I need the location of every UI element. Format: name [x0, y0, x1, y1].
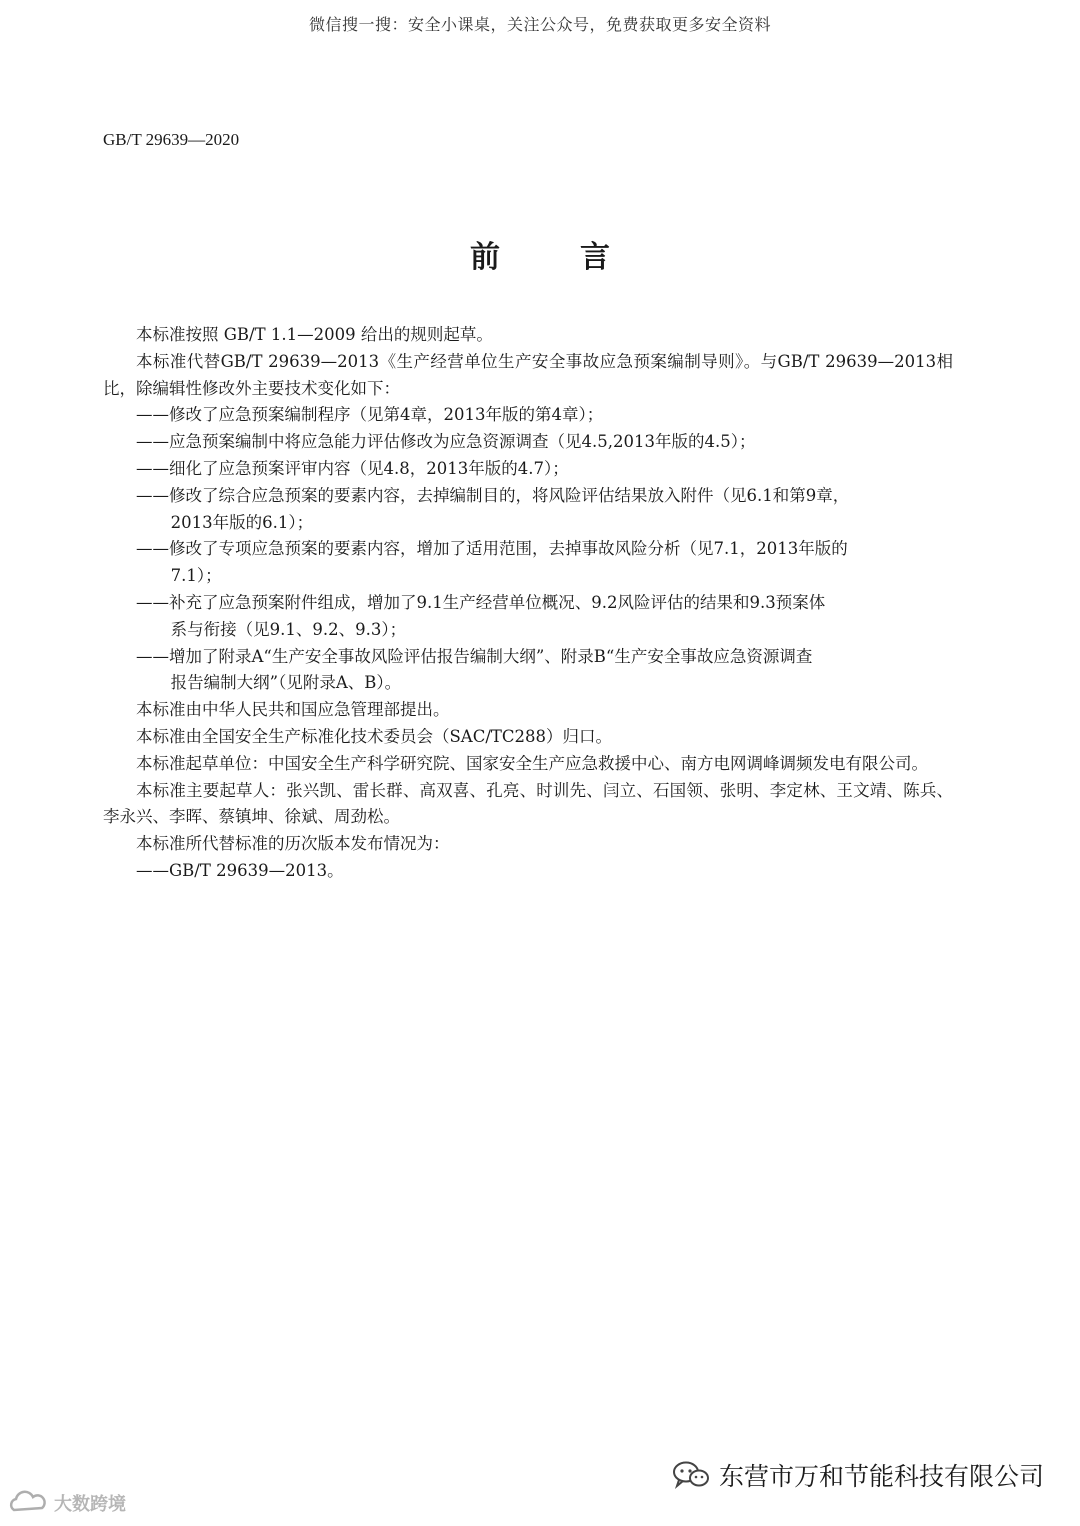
- previous-version-item: ——GB/T 29639—2013。: [136, 860, 344, 880]
- change-item: [103, 456, 953, 483]
- change-item-text: ——细化了应急预案评审内容（见4.8，2013年版的4.7）；: [136, 458, 569, 478]
- top-banner: 微信搜一搜：安全小课桌，关注公众号，免费获取更多安全资料: [308, 15, 771, 34]
- change-item: [103, 536, 953, 590]
- paragraph-drafters: 本标准主要起草人：张兴凯、雷长群、高双喜、孔亮、时训先、闫立、石国领、张明、李定林、王文靖、陈兵、李永兴、李晖、蔡镇坤、徐斌、周劲松。: [103, 780, 953, 827]
- change-item-text: ——修改了专项应急预案的要素内容，增加了适用范围，去掉事故风险分析（见7.1，2013年版的: [136, 539, 848, 559]
- paragraph-replacement: 本标准代替GB/T 29639—2013《生产经营单位生产安全事故应急预案编制导则》。与GB/T 29639—2013相比，除编辑性修改外主要技术变化如下：: [103, 351, 953, 398]
- change-item-text: ——应急预案编制中将应急能力评估修改为应急资源调查（见4.5,2013年版的4.5）；: [136, 432, 756, 452]
- watermark: [8, 1490, 126, 1516]
- wechat-icon: [671, 1460, 711, 1490]
- paragraph-drafting-units: 本标准起草单位：中国安全生产科学研究院、国家安全生产应急救援中心、南方电网调峰调频发电有限公司。: [136, 753, 928, 773]
- paragraph-drafting-rules: 本标准按照 GB/T 1.1—2009 给出的规则起草。: [136, 325, 493, 344]
- cloud-logo-icon: [8, 1490, 48, 1516]
- foreword-body: [103, 322, 953, 885]
- change-item: [103, 429, 953, 456]
- change-item: [103, 402, 953, 429]
- change-item-text: ——补充了应急预案附件组成，增加了9.1生产经营单位概况、9.2风险评估的结果和9.3预案体: [136, 592, 826, 612]
- paragraph-proposer: 本标准由中华人民共和国应急管理部提出。: [136, 700, 450, 720]
- paragraph-history: 本标准所代替标准的历次版本发布情况为：: [136, 834, 450, 854]
- change-item: [103, 644, 953, 698]
- document-code: GB/T 29639—2020: [103, 130, 240, 149]
- company-logo: [671, 1457, 1044, 1493]
- change-item: [103, 483, 953, 537]
- company-name: 东营市万和节能科技有限公司: [718, 1462, 1044, 1491]
- change-item-continuation: 7.1）；: [170, 566, 222, 586]
- change-item-text: ——修改了综合应急预案的要素内容，去掉编制目的，将风险评估结果放入附件（见6.1和第9章，: [136, 485, 850, 505]
- change-item-continuation: 系与衔接（见9.1、9.2、9.3）；: [170, 619, 407, 639]
- change-item-text: ——修改了应急预案编制程序（见第4章，2013年版的第4章）；: [136, 405, 604, 425]
- change-item-text: ——增加了附录A“生产安全事故风险评估报告编制大纲”、附录B“生产安全事故应急资源调查: [136, 646, 813, 666]
- page-title: 前言: [470, 240, 690, 275]
- change-item-continuation: 报告编制大纲”（见附录A、B）。: [170, 673, 402, 693]
- change-item: [103, 590, 953, 644]
- change-item-continuation: 2013年版的6.1）；: [170, 512, 314, 532]
- watermark-text: 大数跨境: [54, 1494, 126, 1515]
- paragraph-committee: 本标准由全国安全生产标准化技术委员会（SAC/TC288）归口。: [136, 726, 613, 746]
